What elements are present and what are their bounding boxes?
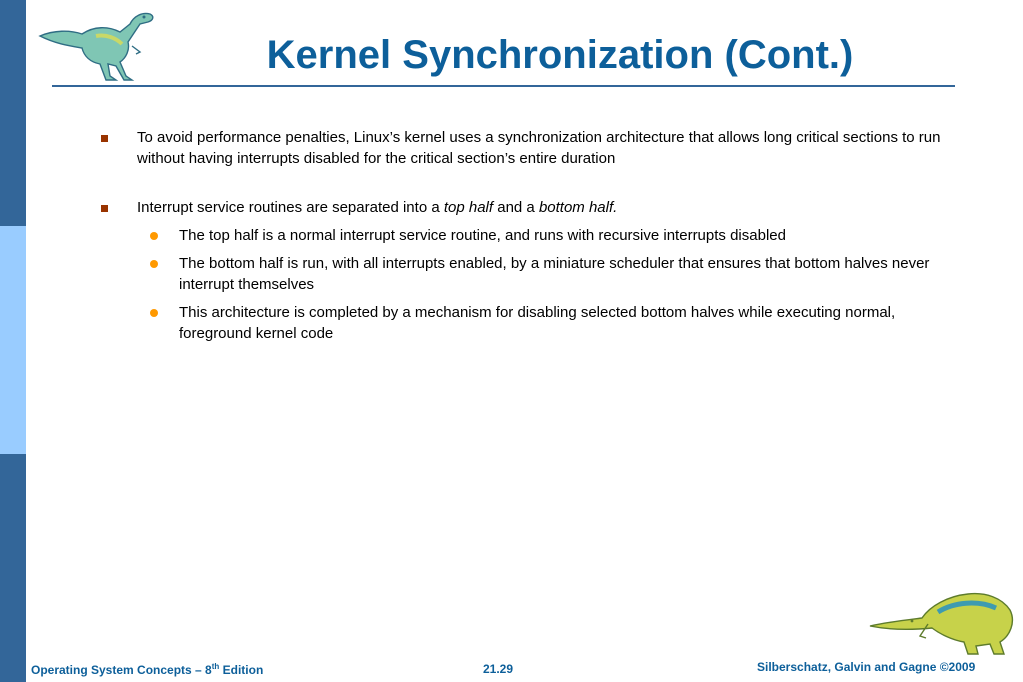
footer-book-title: Operating System Concepts – 8th Edition (31, 662, 264, 677)
sidebar-band-middle (0, 226, 26, 454)
bullet-italic-top-half: top half (443, 199, 494, 216)
bullet-italic-bottom-half: bottom half. (538, 199, 618, 216)
title-divider (52, 85, 955, 87)
square-bullet-icon (101, 205, 108, 212)
dot-bullet-icon (150, 260, 158, 268)
slide-content (100, 128, 950, 344)
square-bullet-icon (101, 135, 108, 142)
sub-bullet-text: This architecture is completed by a mechanism for disabling selected bottom halves while executing normal, foreground kernel code (179, 304, 896, 342)
footer-page-number: 21.29 (483, 662, 514, 676)
bullet-text-part: and a (493, 199, 539, 216)
bullet-item (100, 198, 950, 219)
bullet-text-part: Interrupt service routines are separated into a (137, 199, 444, 216)
sidebar-band-top (0, 0, 26, 226)
dinosaur-logo-icon (36, 6, 156, 86)
sub-bullet-item (100, 254, 950, 295)
footer-copyright: Silberschatz, Galvin and Gagne ©2009 (757, 660, 976, 674)
sidebar-band-bottom (0, 454, 26, 682)
bullet-text: To avoid performance penalties, Linux’s kernel uses a synchronization architecture that allows long critical sections to run without having interrupts disabled for the critical section’s entire duration (137, 129, 941, 167)
dinosaur-footer-icon (868, 584, 1018, 658)
dot-bullet-icon (150, 309, 158, 317)
sub-bullet-item (100, 303, 950, 344)
sub-bullet-text: The bottom half is run, with all interrupts enabled, by a miniature scheduler that ensures that bottom halves never interrupt themselves (179, 255, 930, 293)
bullet-item (100, 128, 950, 169)
sub-bullet-item (100, 226, 950, 247)
sub-bullet-text: The top half is a normal interrupt service routine, and runs with recursive interrupts disabled (179, 226, 786, 244)
page-title: Kernel Synchronization (Cont.) (266, 33, 854, 77)
dot-bullet-icon (150, 232, 158, 240)
